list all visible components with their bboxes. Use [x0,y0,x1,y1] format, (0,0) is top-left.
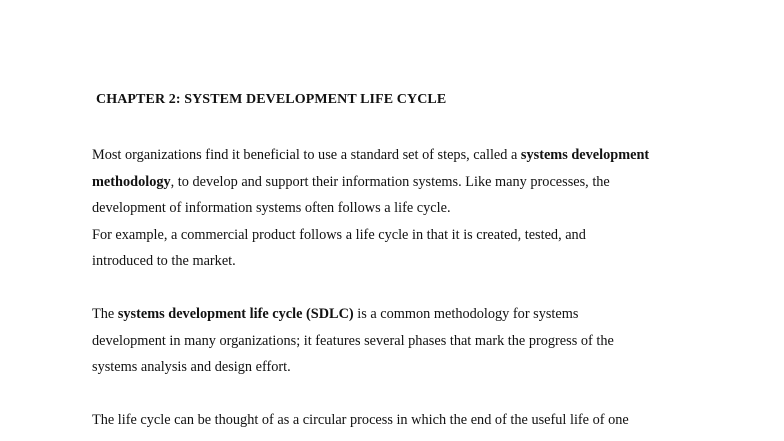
text-run: The [92,306,118,322]
text-run: Most organizations find it beneficial to use a standard set of steps, called a [92,147,521,163]
bold-term: systems development [520,147,650,163]
bold-term: systems development life cycle (SDLC) [117,306,354,322]
text-line: introduced to the market. [92,253,236,269]
chapter-heading: CHAPTER 2: SYSTEM DEVELOPMENT LIFE CYCLE [96,92,447,107]
text-run: is a common methodology for systems [353,306,579,322]
text-line [92,142,732,169]
text-line: development in many organizations; it features several phases that mark the progress of the [92,332,614,349]
paragraph-life-cycle [92,407,732,434]
bold-term: methodology [92,173,171,190]
text-line [92,169,732,196]
paragraph-methodology [92,142,732,275]
text-line: systems analysis and design effort. [92,359,291,375]
text-line: For example, a commercial product follows a life cycle in that it is created, tested, and [92,226,586,243]
text-run: , to develop and support their information systems. Like many processes, the [170,173,610,190]
paragraph-sdlc [92,301,732,381]
text-line [92,301,732,328]
text-line: development of information systems often follows a life cycle. [92,200,451,216]
text-line: The life cycle can be thought of as a circular process in which the end of the useful life of one [92,412,629,428]
